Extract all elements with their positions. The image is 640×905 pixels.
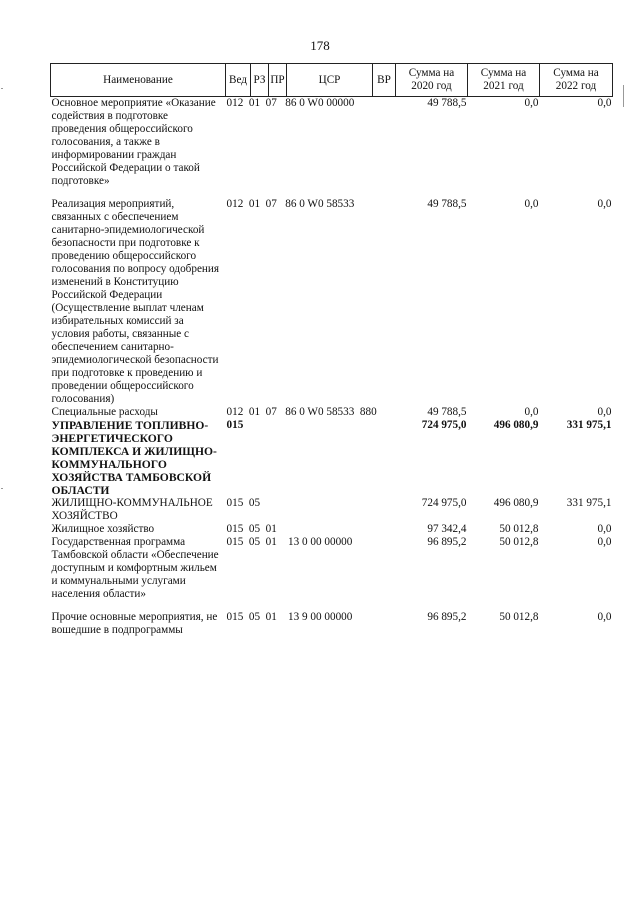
row-sum-2021: 50 012,8	[499, 523, 539, 535]
col-sum-2021: Сумма на 2021 год	[468, 64, 540, 97]
row-codes: 012 01 07 86 0 W0 00000	[226, 97, 355, 109]
row-sum-2022: 0,0	[597, 536, 612, 548]
row-sum-2021: 496 080,9	[493, 419, 539, 431]
row-sum-2020: 96 895,2	[427, 536, 467, 548]
page-number: 178	[310, 38, 330, 53]
row-sum-2021: 50 012,8	[499, 536, 539, 548]
row-name: Прочие основные мероприятия, не вошедшие в подпрограммы	[51, 611, 218, 636]
col-sum-2022: Сумма на 2022 год	[540, 64, 613, 97]
col-name: Наименование	[51, 64, 226, 97]
row-sum-2020: 49 788,5	[427, 406, 467, 418]
row-name: Реализация мероприятий, связанных с обеспечением санитарно-эпидемиологической безопасности при подготовке к проведению общероссийского голосования по вопросу одобрения изменений в Конституцию Российской Федерации (Осуществление выплат членам избирательных комиссий за условия работы, связанные с обеспечением санитарно-эпидемиологической безопасности при подготовке к проведению и проведении общероссийского голосования)	[51, 198, 220, 405]
row-sum-2022: 0,0	[597, 97, 612, 109]
row-sum-2021: 496 080,9	[493, 497, 539, 509]
margin-mark	[1, 488, 3, 489]
row-codes: 012 01 07 86 0 W0 58533	[226, 198, 355, 210]
row-sum-2022: 0,0	[597, 523, 612, 535]
row-codes: 015 05	[226, 497, 261, 509]
row-sum-2022: 0,0	[597, 406, 612, 418]
row-codes: 015 05 01	[226, 523, 277, 535]
row-sum-2020: 97 342,4	[427, 523, 467, 535]
table-header	[51, 64, 613, 97]
table-row	[51, 419, 613, 497]
row-sum-2022: 0,0	[597, 198, 612, 210]
row-codes: 012 01 07 86 0 W0 58533 880	[226, 406, 377, 418]
row-name: Основное мероприятие «Оказание содействия в подготовке проведения общероссийского голосования, а также в информировании граждан Российской Федерации о такой подготовке»	[51, 97, 216, 187]
budget-table	[50, 63, 613, 637]
row-name: Государственная программа Тамбовской области «Обеспечение доступным и комфортным жильем и коммунальными услугами населения области»	[51, 536, 219, 600]
table-row	[51, 97, 613, 189]
col-vr: ВР	[373, 64, 396, 97]
row-sum-2022: 331 975,1	[566, 419, 612, 431]
row-sum-2020: 49 788,5	[427, 97, 467, 109]
table-row	[51, 497, 613, 523]
margin-mark	[1, 88, 3, 89]
col-rz: РЗ	[251, 64, 269, 97]
col-sum-2020: Сумма на 2020 год	[396, 64, 468, 97]
row-sum-2021: 0,0	[524, 97, 539, 109]
row-sum-2020: 724 975,0	[421, 419, 467, 431]
row-sum-2020: 96 895,2	[427, 611, 467, 623]
row-name: ЖИЛИЩНО-КОММУНАЛЬНОЕ ХОЗЯЙСТВО	[51, 497, 213, 522]
col-pr: ПР	[269, 64, 287, 97]
margin-line	[623, 85, 624, 107]
col-csr: ЦСР	[287, 64, 373, 97]
row-name: Специальные расходы	[51, 406, 158, 418]
row-sum-2020: 49 788,5	[427, 198, 467, 210]
row-codes: 015 05 01 13 9 00 00000	[226, 611, 353, 623]
col-ved: Вед	[226, 64, 251, 97]
row-sum-2020: 724 975,0	[421, 497, 467, 509]
row-sum-2022: 331 975,1	[566, 497, 612, 509]
table-row	[51, 601, 613, 637]
table-row	[51, 536, 613, 601]
table-row	[51, 188, 613, 406]
table-row	[51, 406, 613, 419]
row-name: Жилищное хозяйство	[51, 523, 155, 535]
row-name: УПРАВЛЕНИЕ ТОПЛИВНО-ЭНЕРГЕТИЧЕСКОГО КОМПЛЕКСА И ЖИЛИЩНО-КОММУНАЛЬНОГО ХОЗЯЙСТВА ТАМБОВСКОЙ ОБЛАСТИ	[51, 419, 217, 497]
table-row	[51, 523, 613, 536]
row-sum-2021: 0,0	[524, 198, 539, 210]
row-codes: 015	[226, 419, 244, 431]
row-sum-2022: 0,0	[597, 611, 612, 623]
row-sum-2021: 50 012,8	[499, 611, 539, 623]
row-codes: 015 05 01 13 0 00 00000	[226, 536, 353, 548]
row-sum-2021: 0,0	[524, 406, 539, 418]
